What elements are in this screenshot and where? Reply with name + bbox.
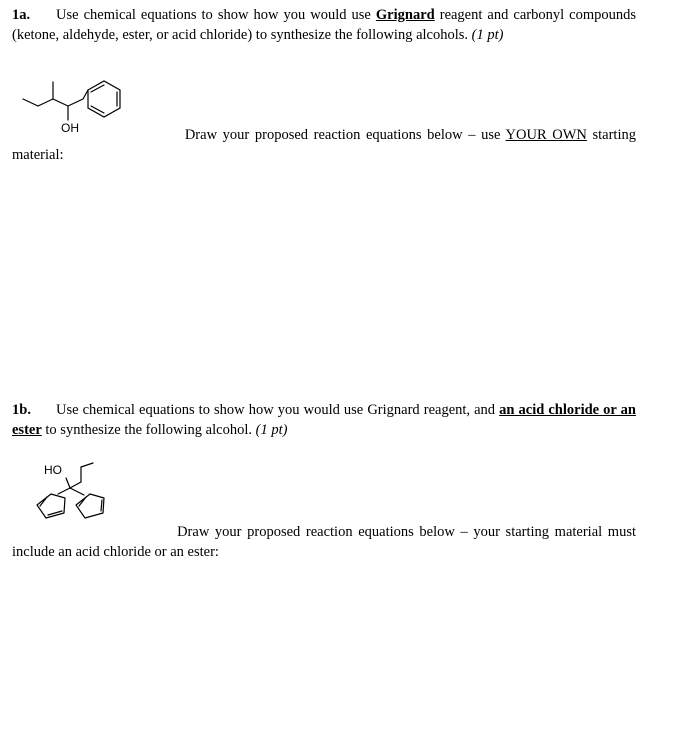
question-1a-text (12, 6, 636, 45)
molecule-1b-ho-label: HO (44, 463, 62, 477)
question-1b-text-before: Use chemical equations to show how you would use Grignard reagent, and (56, 402, 496, 418)
question-1b-emphasis: an acid chloride or an ester (12, 402, 636, 438)
question-1b-text (12, 401, 636, 440)
question-1a-points: (1 pt) (471, 26, 504, 43)
question-1a-emphasis: Grignard (375, 7, 435, 23)
question-1a-text-before: Use chemical equations to show how you would use (56, 7, 371, 23)
question-1a-prompt (12, 126, 636, 165)
question-1b-prompt (12, 523, 636, 562)
question-1a-prompt-wrap: material: (12, 146, 64, 163)
question-1a-prompt-after: starting (592, 127, 636, 143)
question-1a-text-after: reagent and carbonyl compounds (ketone, aldehyde, ester, or acid chloride) to synthesize the following alcohols. (12, 7, 637, 43)
question-1a-prompt-before: Draw your proposed reaction equations below – use (184, 127, 501, 143)
molecule-1b-structure (18, 458, 118, 533)
question-1b-prompt-line2: include an acid chloride or an ester: (12, 543, 219, 560)
question-1b-text-after: to synthesize the following alcohol. (45, 421, 252, 438)
question-1a-prompt-emphasis: YOUR OWN (505, 127, 587, 143)
molecule-1a-oh-label: OH (61, 121, 79, 135)
question-1b-points: (1 pt) (255, 421, 288, 438)
question-1b-prompt-line1: Draw your proposed reaction equations below – your starting material must (177, 524, 636, 540)
question-1a-number: 1a. (12, 7, 31, 23)
question-1b-number: 1b. (12, 402, 31, 418)
